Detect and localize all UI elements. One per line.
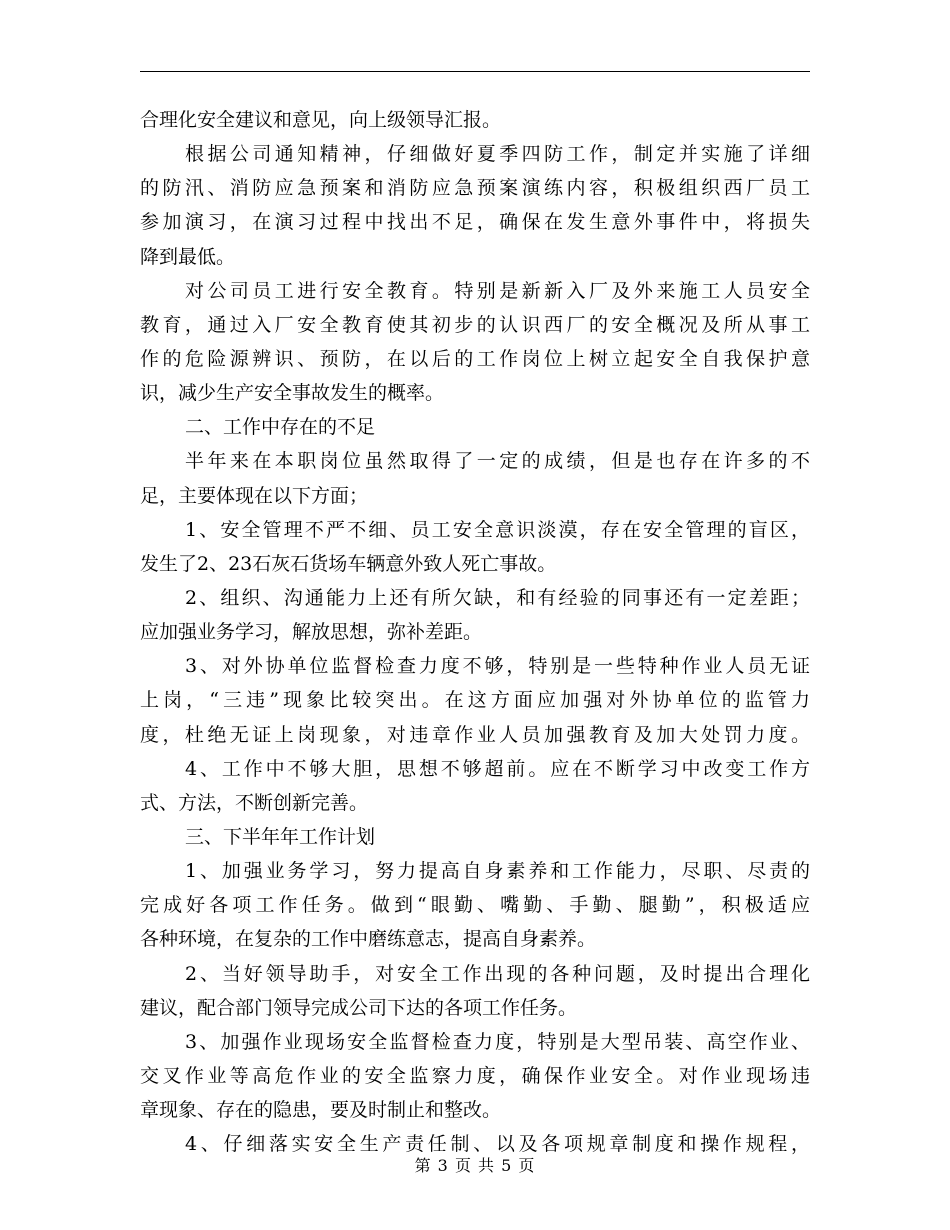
text-line: 合理化安全建议和意见，向上级领导汇报。 [140,109,502,131]
page-footer: 第 3 页 共 5 页 [414,1156,536,1175]
text-line: 各种环境，在复杂的工作中磨练意志，提高自身素养。 [140,928,597,951]
text-line: 根据公司通知精神，仔细做好夏季四防工作，制定并实施了详细 [185,143,810,166]
text-line: 式、方法，不断创新完善。 [140,791,369,814]
text-line: 1、加强业务学习，努力提高自身素养和工作能力，尽职、尽责的 [185,860,810,883]
text-line: 2、组织、沟通能力上还有所欠缺，和有经验的同事还有一定差距； [185,586,810,609]
text-line: 参加演习，在演习过程中找出不足，确保在发生意外事件中，将损失 [140,211,810,234]
text-line: 上岗，“三违”现象比较突出。在这方面应加强对外协单位的监管力 [140,689,810,712]
text-line: 二、工作中存在的不足 [185,416,376,439]
text-line: 教育，通过入厂安全教育使其初步的认识西厂的安全概况及所从事工 [140,313,810,336]
text-line: 建议，配合部门领导完成公司下达的各项工作任务。 [140,996,578,1019]
text-line: 交叉作业等高危作业的安全监察力度，确保作业安全。对作业现场违 [140,1064,810,1087]
text-line: 三、下半年年工作计划 [185,825,376,848]
text-line: 4、工作中不够大胆，思想不够超前。应在不断学习中改变工作方 [185,757,810,780]
text-line: 的防汛、消防应急预案和消防应急预案演练内容，积极组织西厂员工 [140,177,810,200]
text-line: 识，减少生产安全事故发生的概率。 [140,382,445,405]
text-line: 3、加强作业现场安全监督检查力度，特别是大型吊装、高空作业、 [185,1030,810,1053]
text-line: 4、仔细落实安全生产责任制、以及各项规章制度和操作规程， [185,1133,810,1156]
document-body [140,103,810,1161]
text-line: 半年来在本职岗位虽然取得了一定的成绩，但是也存在许多的不 [185,450,810,473]
text-line: 对公司员工进行安全教育。特别是新新入厂及外来施工人员安全 [185,279,810,302]
text-line: 章现象、存在的隐患，要及时制止和整改。 [140,1099,502,1122]
text-line: 发生了2、23石灰石货场车辆意外致人死亡事故。 [140,552,557,575]
text-line: 1、安全管理不严不细、员工安全意识淡漠，存在安全管理的盲区， [185,518,810,541]
text-line: 度，杜绝无证上岗现象，对违章作业人员加强教育及加大处罚力度。 [140,723,810,746]
header-rule [140,71,810,72]
text-line: 完成好各项工作任务。做到“眼勤、嘴勤、手勤、腿勤”，积极适应 [140,894,810,917]
text-line: 足，主要体现在以下方面； [140,484,369,507]
text-line: 作的危险源辨识、预防，在以后的工作岗位上树立起安全自我保护意 [140,347,810,370]
text-line: 应加强业务学习，解放思想，弥补差距。 [140,621,483,644]
text-line: 降到最低。 [140,245,236,268]
text-line: 3、对外协单位监督检查力度不够，特别是一些特种作业人员无证 [185,655,810,678]
text-line: 2、当好领导助手，对安全工作出现的各种问题，及时提出合理化 [185,962,810,985]
